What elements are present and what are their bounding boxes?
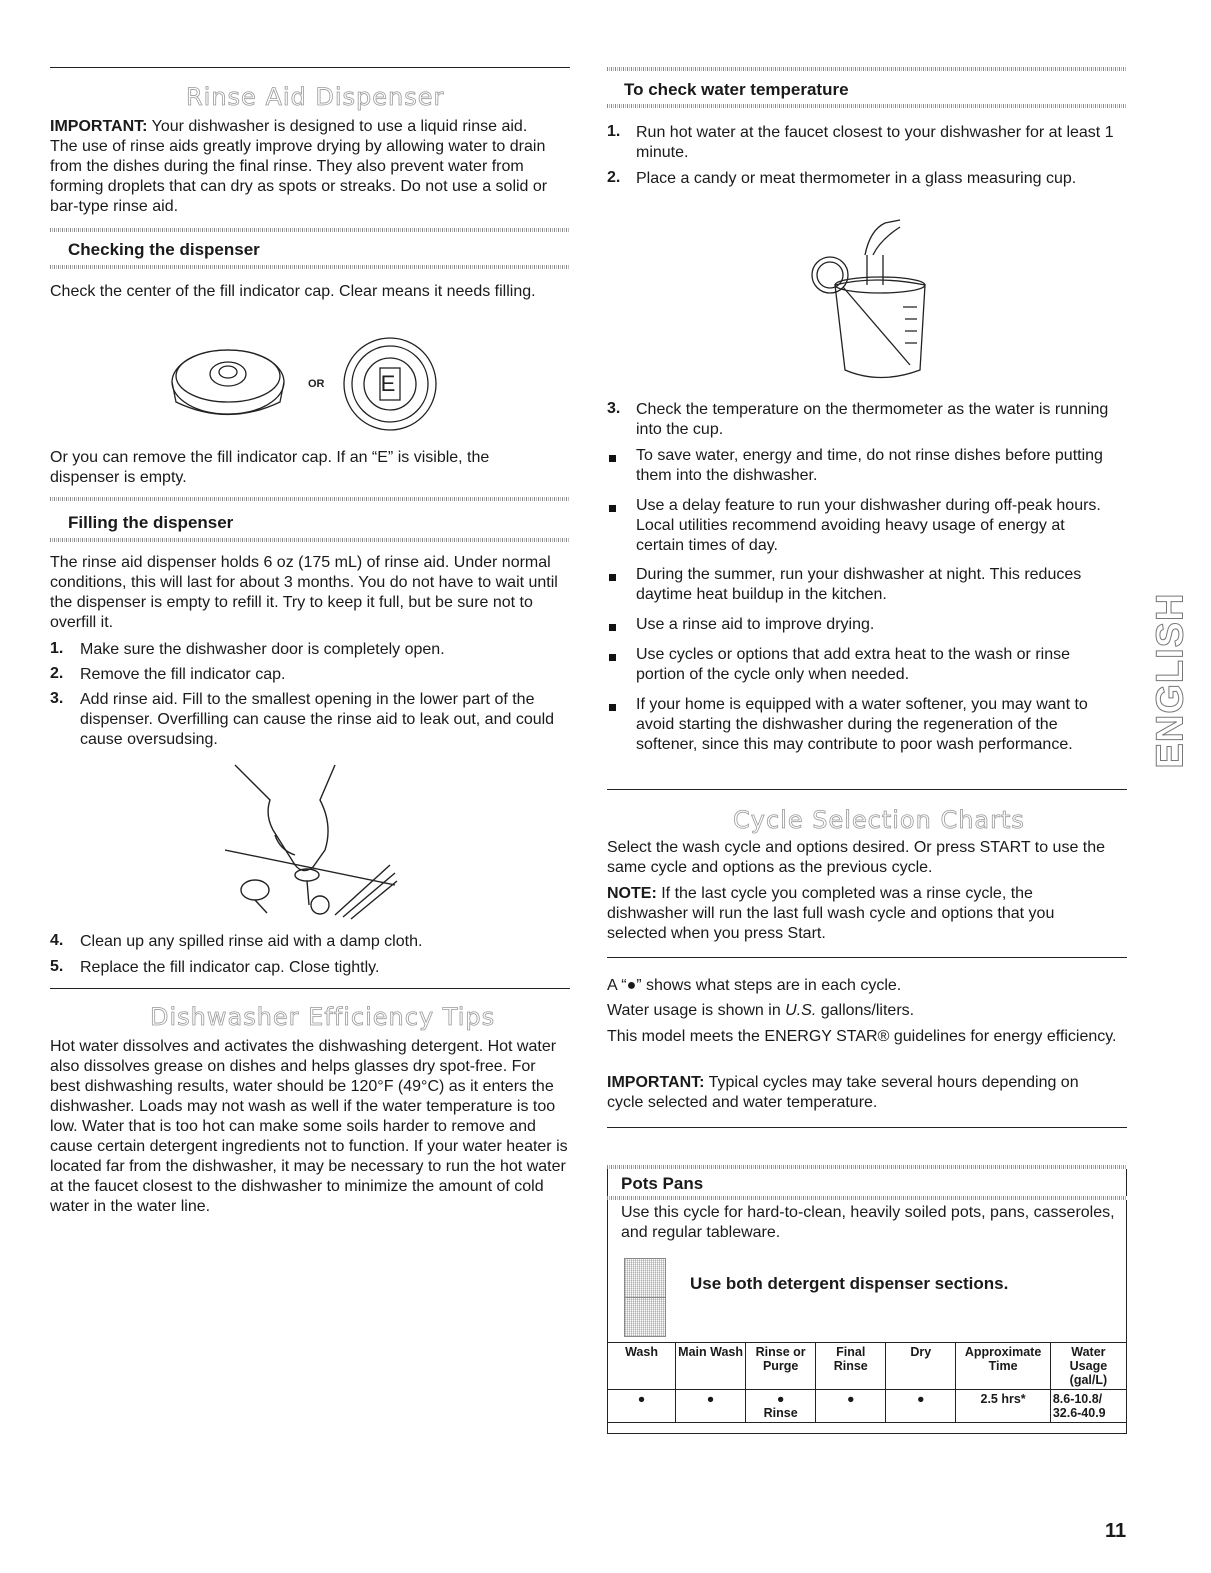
step-number: 1. <box>607 123 621 140</box>
checking-heading: Checking the dispenser <box>68 240 260 259</box>
bullet <box>609 455 616 462</box>
cycle-important <box>607 1073 1117 1113</box>
pots-pans-heading: Pots Pans <box>621 1174 704 1193</box>
hatch-divider <box>50 538 570 542</box>
step-number: 3. <box>50 690 64 707</box>
hatch-divider <box>607 67 1127 71</box>
filling-heading: Filling the dispenser <box>68 513 234 532</box>
hatch-divider <box>50 497 570 501</box>
table-header: Main Wash <box>676 1343 746 1390</box>
section-rule <box>607 957 1127 958</box>
table-cell: ● <box>608 1390 676 1423</box>
step-text: Clean up any spilled rinse aid with a damp cloth. <box>80 933 423 950</box>
note-text: If the last cycle you completed was a rinse cycle, the dishwasher will run the last full wash cycle and options that you selected when you press Start. <box>607 885 1055 942</box>
water-temp-heading: To check water temperature <box>624 80 849 99</box>
step-number: 1. <box>50 640 64 657</box>
prewash-dispenser-icon <box>624 1297 666 1337</box>
usage-text-a: Water usage is shown in <box>607 1002 786 1019</box>
hatch-divider <box>607 1165 1127 1169</box>
water-usage-text <box>607 1001 1117 1021</box>
select-cycle-text: Select the wash cycle and options desired. Or press START to use the same cycle and options as the previous cycle. <box>607 839 1106 876</box>
table-cell: 2.5 hrs* <box>956 1390 1050 1423</box>
energy-star-text: This model meets the ENERGY STAR® guidelines for energy efficiency. <box>607 1028 1117 1045</box>
table-header-row <box>608 1343 1127 1390</box>
efficiency-text: Hot water dissolves and activates the dishwashing detergent. Hot water also dissolves grease on dishes and helps glasses dry spot-free. For best dishwashing results, water should be 120°F (49°C) as it enters the dishwasher. Loads may not wash as well if the water temperature is too low. Water that is too hot can make some soils harder to remove and cause certain detergent ingredients not to function. If your water heater is located far from the dishwasher, it may be necessary to run the hot water at the faucet closest to the dishwasher to minimize the amount of cold water in the water line. <box>50 1038 568 1215</box>
step-number: 3. <box>607 400 621 417</box>
hatch-divider <box>607 104 1127 108</box>
table-row <box>608 1390 1127 1423</box>
table-cell: ● <box>676 1390 746 1423</box>
filling-text: The rinse aid dispenser holds 6 oz (175 mL) of rinse aid. Under normal conditions, this will last for about 3 months. You do not have to wait until the dispenser is empty to refill it. Try to keep it full, but be sure not to overfill it. <box>50 554 558 631</box>
or-label: OR <box>308 378 325 390</box>
usage-text-b: gallons/liters. <box>816 1002 915 1019</box>
step-text: Check the temperature on the thermometer as the water is running into the cup. <box>636 401 1109 438</box>
section-rule <box>607 1127 1127 1128</box>
table-cell <box>746 1390 816 1423</box>
table-header: Final Rinse <box>816 1343 886 1390</box>
step-text: Replace the fill indicator cap. Close tightly. <box>80 959 380 976</box>
rinse-sub-label: Rinse <box>763 1406 798 1420</box>
step-text: Run hot water at the faucet closest to your dishwasher for at least 1 minute. <box>636 124 1114 161</box>
pots-pans-desc: Use this cycle for hard-to-clean, heavily soiled pots, pans, casseroles, and regular tableware. <box>621 1204 1115 1241</box>
hatch-divider <box>50 228 570 232</box>
section-rule <box>50 988 570 989</box>
detergent-note: Use both detergent dispenser sections. <box>690 1274 1009 1293</box>
dot: ● <box>776 1392 785 1406</box>
adding-rinse-aid-illustration <box>225 755 405 925</box>
bullet <box>609 704 616 711</box>
tip-text: Use a rinse aid to improve drying. <box>636 616 875 633</box>
section-title-cycle-charts: Cycle Selection Charts <box>733 806 1025 834</box>
tip-text: To save water, energy and time, do not rinse dishes before putting them into the dishwasher. <box>636 447 1103 484</box>
step-number: 2. <box>607 169 621 186</box>
step-text: Add rinse aid. Fill to the smallest opening in the lower part of the dispenser. Overfilling can cause the rinse aid to leak out, and could cause oversudsing. <box>80 691 555 748</box>
section-rule <box>607 789 1127 790</box>
svg-text:E: E <box>380 371 396 396</box>
main-wash-dispenser-icon <box>624 1258 666 1298</box>
thermometer-cup-illustration <box>805 215 945 390</box>
bullet <box>609 574 616 581</box>
fill-indicator-cap-illustration <box>170 332 460 442</box>
important-label: IMPORTANT: <box>607 1074 705 1091</box>
step-number: 2. <box>50 665 64 682</box>
bullet <box>609 624 616 631</box>
table-cell: ● <box>886 1390 956 1423</box>
tip-text: Use cycles or options that add extra heat to the wash or rinse portion of the cycle only when needed. <box>636 646 1071 683</box>
step-number: 4. <box>50 932 64 949</box>
important-text: Typical cycles may take several hours depending on cycle selected and water temperature. <box>607 1074 1079 1111</box>
top-rule-left <box>50 67 570 68</box>
important-text: Your dishwasher is designed to use a liquid rinse aid. The use of rinse aids greatly improve drying by allowing water to drain from the dishes during the final rinse. They also prevent water from forming droplets that can dry as spots or streaks. Do not use a solid or bar-type rinse aid. <box>50 118 548 215</box>
language-side-tab <box>1149 570 1192 790</box>
hatch-divider <box>50 265 570 269</box>
section-title-efficiency: Dishwasher Efficiency Tips <box>150 1003 496 1031</box>
step-text: Remove the fill indicator cap. <box>80 666 286 683</box>
bullet <box>609 654 616 661</box>
step-text: Make sure the dishwasher door is completely open. <box>80 641 445 658</box>
section-title-rinse-aid: Rinse Aid Dispenser <box>186 83 445 111</box>
page-number: 11 <box>1105 1520 1127 1542</box>
bullet <box>609 505 616 512</box>
tip-text: If your home is equipped with a water softener, you may want to avoid starting the dishwasher during the regeneration of the softener, since this may contribute to poor wash performance. <box>636 696 1088 753</box>
side-tab-label: ENGLISH <box>1149 592 1192 768</box>
cycle-table <box>607 1342 1127 1423</box>
remove-cap-text: Or you can remove the fill indicator cap. If an “E” is visible, the dispenser is empty. <box>50 449 490 486</box>
table-header: Approximate Time <box>956 1343 1050 1390</box>
note-label: NOTE: <box>607 885 657 902</box>
table-header: Rinse or Purge <box>746 1343 816 1390</box>
table-header: Dry <box>886 1343 956 1390</box>
checking-text: Check the center of the fill indicator cap. Clear means it needs filling. <box>50 283 536 300</box>
step-text: Place a candy or meat thermometer in a glass measuring cup. <box>636 170 1077 187</box>
usage-us: U.S. <box>785 1002 817 1019</box>
table-cell: ● <box>816 1390 886 1423</box>
table-header: Water Usage (gal/L) <box>1050 1343 1126 1390</box>
rinse-aid-important <box>50 117 555 217</box>
hatch-divider <box>607 1196 1127 1200</box>
important-label: IMPORTANT: <box>50 118 148 135</box>
table-cell: 8.6-10.8/ 32.6-40.9 <box>1050 1390 1126 1423</box>
legend-text: A “●” shows what steps are in each cycle. <box>607 977 902 994</box>
cycle-note <box>607 884 1117 944</box>
table-header: Wash <box>608 1343 676 1390</box>
tip-text: During the summer, run your dishwasher at night. This reduces daytime heat buildup in the kitchen. <box>636 566 1082 603</box>
step-number: 5. <box>50 958 64 975</box>
tip-text: Use a delay feature to run your dishwasher during off-peak hours. Local utilities recommend avoiding heavy usage of energy at certain times of day. <box>636 497 1101 554</box>
